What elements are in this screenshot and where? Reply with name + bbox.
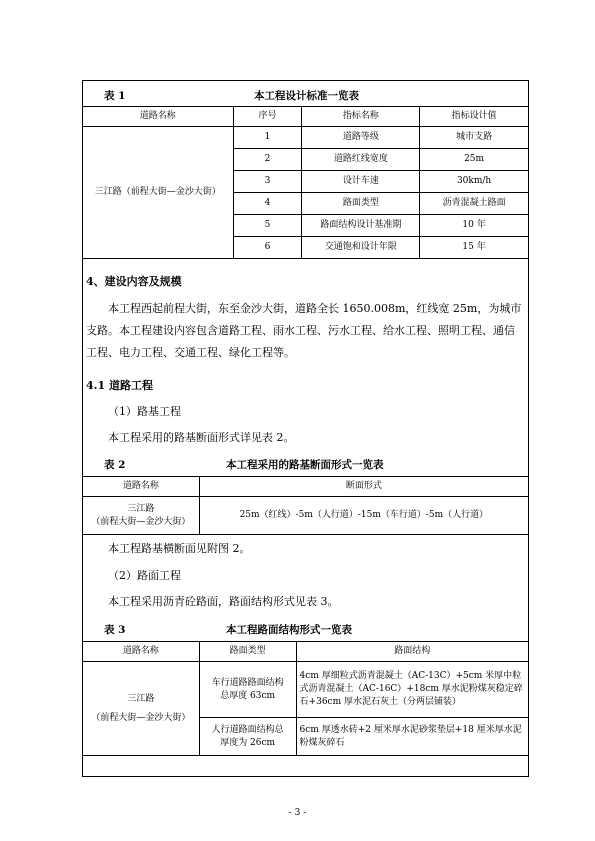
- table3-header-row: [83, 642, 529, 662]
- after-table2-p1: 本工程路基横断面见附图 2。: [108, 542, 251, 555]
- road-name-line: 三江路: [127, 693, 155, 704]
- table3-header-cell: 道路名称: [83, 642, 200, 662]
- table3-structure-cell: 4cm 厚细粒式沥青混凝土（AC-13C）+5cm 米厚中粒式沥青混凝土（AC-16C）+18cm 厚水泥粉煤灰稳定碎石+36cm 厚水泥石灰土（分两层铺装）: [296, 662, 528, 718]
- table-cell: 交通饱和设计年限: [302, 237, 420, 259]
- table-cell: 道路红线宽度: [302, 149, 420, 171]
- table2-header-cell: 断面形式: [199, 477, 528, 497]
- section41-p1: 本工程采用的路基断面形式详见表 2。: [108, 431, 295, 444]
- table-cell: 4: [233, 193, 302, 215]
- table-cell: 5: [233, 215, 302, 237]
- table-cell: 沥青混凝土路面: [420, 193, 529, 215]
- table-cell: 设计车速: [302, 171, 420, 193]
- table3-structure-cell: 6cm 厚透水砖+2 厘米厚水泥砂浆垫层+18 厘米厚水泥粉煤灰碎石: [296, 718, 528, 756]
- table-cell: 1: [233, 127, 302, 149]
- table3-road-name: [83, 662, 200, 756]
- table1-header-cell: 序号: [233, 107, 302, 127]
- table-cell: 6: [233, 237, 302, 259]
- table3-title: 本工程路面结构形式一览表: [226, 624, 352, 636]
- section4-paragraph: 本工程西起前程大街，东至金沙大街，道路全长 1650.008m，红线宽 25m，为城市支路。本工程建设内容包含道路工程、雨水工程、污水工程、给水工程、照明工程、通信工程、电力工程、交通工程、绿化工程等。: [86, 302, 522, 359]
- section41-heading: 4.1 道路工程: [86, 379, 153, 392]
- table-cell: 路面类型: [302, 193, 420, 215]
- table-cell: 城市支路: [420, 127, 529, 149]
- table1-road-name: 三江路（前程大街—金沙大街）: [83, 127, 234, 259]
- after-table2-p2: 本工程采用沥青砼路面，路面结构形式见表 3。: [108, 595, 339, 608]
- table3-type-cell: 人行道路面结构总厚度为 26cm: [199, 718, 296, 756]
- after-table2-sub2: （2）路面工程: [108, 569, 181, 582]
- table1-header-cell: 指标名称: [302, 107, 420, 127]
- table-cell: 15 年: [420, 237, 529, 259]
- section4-heading: 4、建设内容及规模: [86, 275, 182, 288]
- table3-type-cell: 车行道路路面结构总厚度 63cm: [199, 662, 296, 718]
- table-row: [83, 127, 529, 149]
- table2-road-name: [83, 497, 200, 535]
- table2-title: 本工程采用的路基断面形式一览表: [226, 459, 384, 471]
- table1-header-row: [83, 107, 529, 127]
- table3-header-cell: 路面结构: [296, 642, 528, 662]
- table-cell: 3: [233, 171, 302, 193]
- table-cell: 10 年: [420, 215, 529, 237]
- table-cell: 25m: [420, 149, 529, 171]
- table-cell: 道路等级: [302, 127, 420, 149]
- table-cell: 2: [233, 149, 302, 171]
- table-cell: 30km/h: [420, 171, 529, 193]
- page-number: - 3 -: [288, 808, 307, 818]
- table-row: [83, 662, 529, 718]
- table1: [82, 106, 529, 259]
- table2-section-cell: 25m（红线）-5m（人行道）-15m（车行道）-5m（人行道）: [199, 497, 528, 535]
- table-cell: 路面结构设计基准期: [302, 215, 420, 237]
- road-name-line: （前程大街—金沙大街）: [91, 712, 191, 723]
- table2-label: 表 2: [104, 459, 126, 471]
- table1-header-cell: 道路名称: [83, 107, 234, 127]
- table3-header-cell: 路面类型: [199, 642, 296, 662]
- table2-header-cell: 道路名称: [83, 477, 200, 497]
- table1-title: 本工程设计标准一览表: [254, 90, 359, 102]
- table1-header-cell: 指标设计值: [420, 107, 529, 127]
- road-name-line: 三江路: [127, 503, 155, 514]
- road-name-line: （前程大街—金沙大街）: [91, 516, 191, 527]
- table2: [82, 476, 529, 535]
- table-row: [83, 497, 529, 535]
- table3-label: 表 3: [104, 624, 126, 636]
- table2-header-row: [83, 477, 529, 497]
- section41-sub1: （1）路基工程: [108, 405, 181, 418]
- table1-label: 表 1: [104, 90, 126, 102]
- table3: [82, 641, 529, 756]
